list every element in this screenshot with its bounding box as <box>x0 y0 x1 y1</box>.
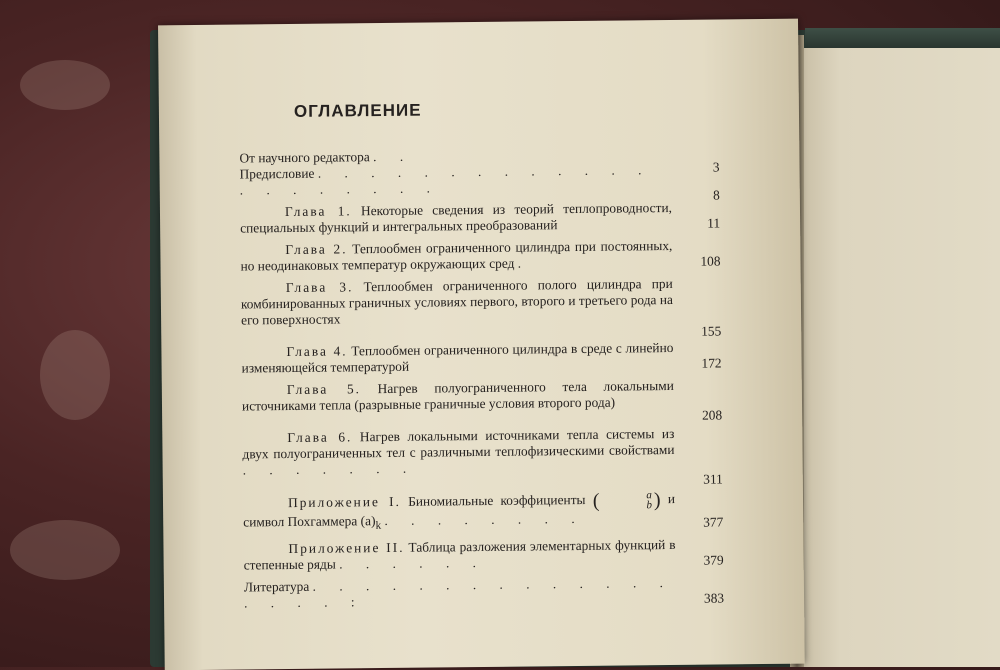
toc-entry: Предисловие . . . . . . . . . . . . . . . . . . . . . 8 <box>239 162 720 203</box>
toc-entry-prefix: Глава 3. <box>285 279 354 296</box>
book-cover-edge <box>805 28 1000 50</box>
toc-entry-prefix: Глава 6. <box>287 429 353 446</box>
toc-entry-title: Нагрев локальными источниками тепла системы из двух полуограниченных тел с различными теплофизическими свойствами <box>242 425 675 462</box>
toc-entry <box>240 199 720 236</box>
toc-entry-prefix: Глава 1. <box>284 203 352 220</box>
toc-entry-page: 377 <box>703 514 724 530</box>
toc-title: ОГЛАВЛЕНИЕ <box>293 100 422 121</box>
toc-entry-page: 3 <box>712 159 720 175</box>
left-page <box>158 19 805 670</box>
toc-entry <box>241 339 721 376</box>
toc-entry-prefix: Глава 2. <box>285 241 348 258</box>
toc-entry-title-continued: и символ Похгаммера (a) <box>243 491 676 530</box>
right-page <box>800 48 1000 667</box>
pochhammer-subscript: k <box>375 519 382 532</box>
toc-entry-title: От научного редактора <box>239 149 370 166</box>
toc-entry-title: Таблица разложения элементарных функций в степенные ряды <box>243 536 676 573</box>
toc-entry-title: Теплообмен ограниченного цилиндра в среде с линейно изменяющейся температурой <box>241 339 674 376</box>
toc-entry-page: 8 <box>713 187 720 203</box>
toc-entry-page: 11 <box>707 215 721 231</box>
toc-entry-page: 379 <box>703 552 724 568</box>
toc-entry <box>241 377 723 423</box>
toc-entry-title: Нагрев полуограниченного тела локальными источниками тепла (разрывные граничные условия второго рода) <box>241 377 674 414</box>
carpet-pattern <box>40 330 110 420</box>
toc-entry-title: Некоторые сведения из теорий теплопроводности, специальных функций и интегральных преобразований <box>240 199 673 236</box>
toc-entry: Глава 2. Теплообмен ограниченного цилиндра при постоянных, но неодинаковых температур окружающих сред . 108 <box>240 237 721 274</box>
toc-entry-title: Биномиальные коэффициенты <box>408 491 586 509</box>
toc-entry <box>240 275 722 339</box>
toc-entry: Глава 6. Нагрев локальными источниками тепла системы из двух полуограниченных тел с различными теплофизическими свойствами . . . . . . . 311 <box>242 425 723 487</box>
toc-entry-title: Предисловие <box>239 165 315 182</box>
table-of-contents <box>239 99 724 617</box>
toc-entry-page: 208 <box>701 407 723 423</box>
toc-entry-page: 172 <box>701 355 722 371</box>
toc-entry-prefix: Глава 4. <box>286 343 348 360</box>
toc-entry-title: Теплообмен ограниченного цилиндра при постоянных, но неодинаковых температур окружающих сред <box>240 237 673 274</box>
toc-entry: Литература . . . . . . . . . . . . . . . . . . : 383 <box>243 574 725 611</box>
toc-entry-prefix: Глава 5. <box>286 381 362 398</box>
binomial-symbol: a b <box>646 489 653 512</box>
toc-entry-page: 311 <box>703 471 723 487</box>
toc-entry-title: Теплообмен ограниченного полого цилиндра при комбинированных граничных условиях первого, второго и третьего рода на его поверхностях <box>240 275 673 328</box>
carpet-pattern <box>10 520 120 580</box>
toc-entry: От научного редактора . . 3 <box>239 148 720 175</box>
toc-entry-page: 383 <box>703 590 725 606</box>
toc-entry: Приложение I. Биномиальные коэффициенты ( a b ) и символ Похгаммера $(a)_k$ . . . . . . . . 377 <box>243 489 724 532</box>
toc-entry-prefix: Приложение I. <box>287 493 402 511</box>
toc-entry: Приложение II. Таблица разложения элементарных функций в степенные ряды . . . . . . 379 <box>243 536 724 573</box>
toc-entry-page: 108 <box>700 253 721 269</box>
toc-entry-title: Литература <box>243 578 310 595</box>
toc-entry-prefix: Приложение II. <box>288 539 405 556</box>
carpet-pattern <box>20 60 110 110</box>
toc-entry-page: 155 <box>701 323 722 339</box>
